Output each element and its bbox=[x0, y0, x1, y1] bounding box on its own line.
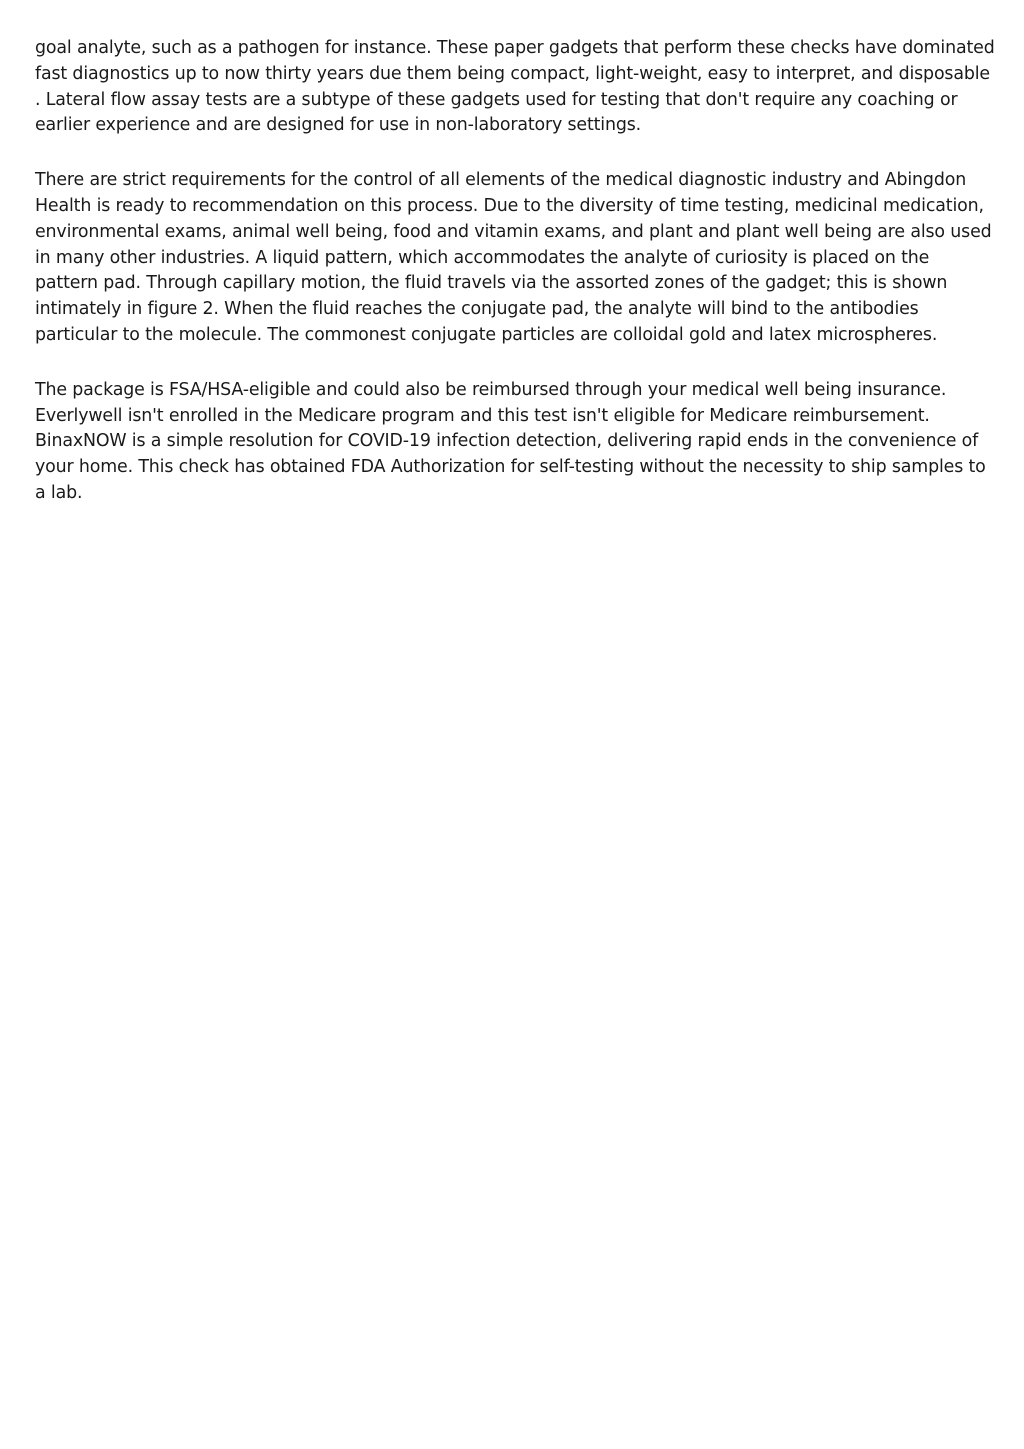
paragraph-3: The package is FSA/HSA-eligible and could also be reimbursed through your medical well being insurance. Everlywell isn't enrolled in the Medicare program and this test isn't eligible for Medicare reimbursement. BinaxNOW is a simple resolution for COVID-19 infection detection, delivering rapid ends in the convenience of your home. This check has obtained FDA Authorization for self-testing without the necessity to ship samples to a lab. bbox=[35, 379, 986, 503]
paragraph-2: There are strict requirements for the control of all elements of the medical diagnostic industry and Abingdon Health is ready to recommendation on this process. Due to the diversity of time testing, medicinal medication, environmental exams, animal well being, food and vitamin exams, and plant and plant well being are also used in many other industries. A liquid pattern, which accommodates the analyte of curiosity is placed on the pattern pad. Through capillary motion, the fluid travels via the assorted zones of the gadget; this is shown intimately in figure 2. When the fluid reaches the conjugate pad, the analyte will bind to the antibodies particular to the molecule. The commonest conjugate particles are colloidal gold and latex microspheres. bbox=[35, 170, 992, 345]
paragraph-1: goal analyte, such as a pathogen for instance. These paper gadgets that perform these checks have dominated fast diagnostics up to now thirty years due them being compact, light-weight, easy to interpret, and disposable . Lateral flow assay tests are a subtype of these gadgets used for testing that don't require any coaching or earlier experience and are designed for use in non-laboratory settings. bbox=[35, 38, 995, 136]
document-page bbox=[35, 36, 997, 536]
